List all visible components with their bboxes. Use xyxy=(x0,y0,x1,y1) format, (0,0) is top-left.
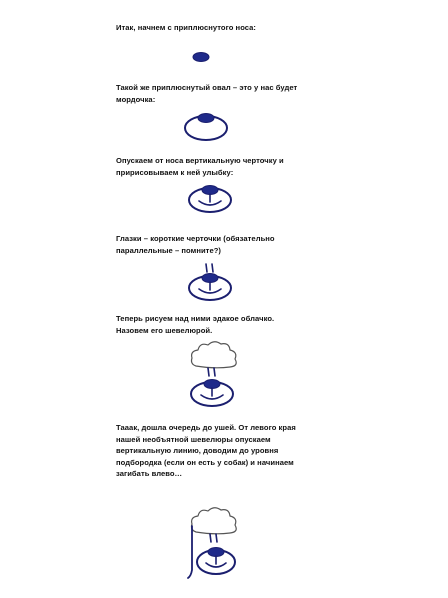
step-4-text xyxy=(116,233,331,256)
step-6-line-3: вертикальную линию, доводим до уровня xyxy=(116,446,279,456)
step-3-text xyxy=(116,155,331,178)
step-1-text xyxy=(116,22,331,34)
step-6-text xyxy=(116,422,331,480)
step-1-nose-drawing xyxy=(186,48,216,66)
step-4-line-2: параллельные – помните?) xyxy=(116,245,221,255)
step-2-line-2: мордочка: xyxy=(116,94,156,104)
step-2-text xyxy=(116,82,331,105)
step-1-line-1: Итак, начнем с приплюснутого носа: xyxy=(116,23,256,32)
step-6-line-2: нашей необъятной шевелюры опускаем xyxy=(116,434,271,444)
step-5-line-2: Назовем его шевелюрой. xyxy=(116,325,213,335)
step-6-line-5: загибать влево… xyxy=(116,469,183,479)
step-4-eyes-drawing xyxy=(182,260,238,306)
step-5-hair-cloud-drawing xyxy=(184,338,244,414)
step-3-smile-drawing xyxy=(182,180,238,218)
step-5-text xyxy=(116,313,331,336)
step-6-line-4: подбородка (если он есть у собак) и начинаем xyxy=(116,457,294,467)
step-3-line-1: Опускаем от носа вертикальную черточку и xyxy=(116,156,284,165)
step-6-line-1: Тааак, дошла очередь до ушей. От левого края xyxy=(116,423,296,432)
step-2-muzzle-drawing xyxy=(178,110,234,146)
step-4-line-1: Глазки – короткие черточки (обязательно xyxy=(116,234,275,243)
step-5-line-1: Теперь рисуем над ними эдакое облачко. xyxy=(116,314,275,323)
step-3-line-2: пририсовываем к ней улыбку: xyxy=(116,167,234,177)
step-2-line-1: Такой же приплюснутый овал – это у нас будет xyxy=(116,83,298,92)
step-6-ear-drawing xyxy=(184,504,248,584)
